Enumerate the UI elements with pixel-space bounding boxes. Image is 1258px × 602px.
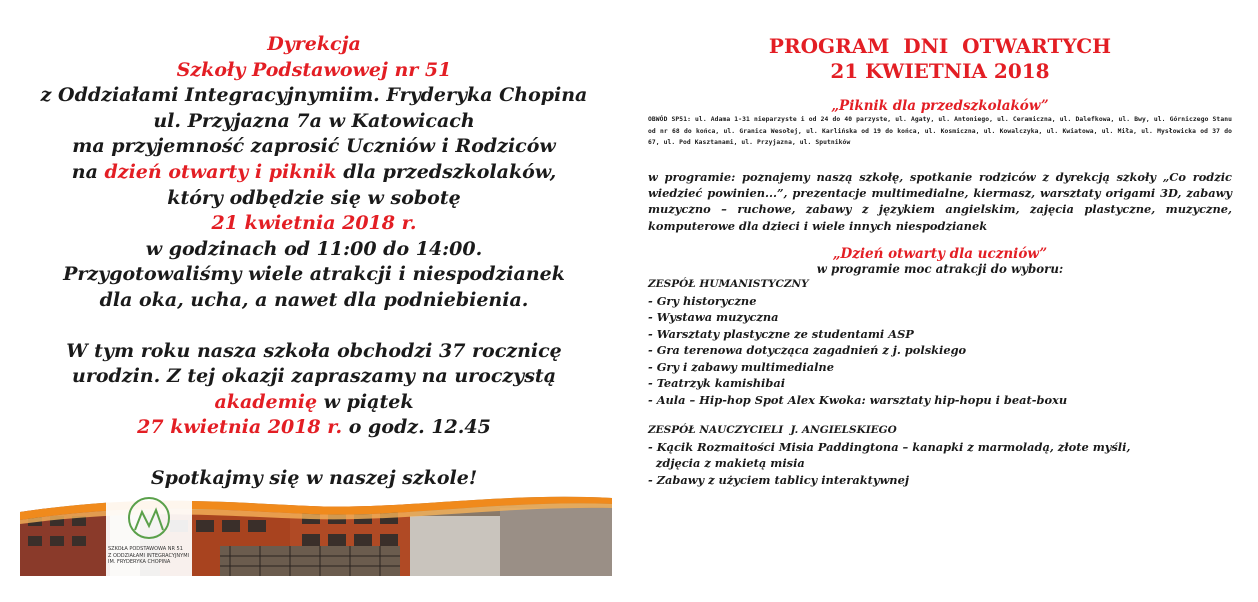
picnic-title: „Piknik dla przedszkolaków” (831, 98, 1049, 114)
invitation-line-4: ul. Przyjazna 7a w Katowicach (153, 109, 475, 132)
team1-list (648, 276, 1232, 408)
list-item: - Teatrzyk kamishibai (648, 376, 786, 391)
open-day-subtitle: w programie moc atrakcji do wyboru: (816, 262, 1064, 277)
invitation-hours: w godzinach od 11:00 do 14:00. (145, 237, 483, 260)
invitation-line-5: ma przyjemność zaprosić Uczniów i Rodziców (72, 135, 556, 158)
invitation-line-3: z Oddziałami Integracyjnymiim. Fryderyka Chopina (40, 84, 588, 107)
picnic-description: w programie: poznajemy naszą szkołę, spotkanie rodziców z dyrekcją szkoły „Co rodzic wiedzieć powinien...”, prezentacje multimedialne, kiermasz, warsztaty origami 3D, zabawy muzyczno – ruchowe, zabawy z językiem angielskim, zajęcia plastyczne, muzyczne, komputerowe dla dzieci i wiele innych niespodzianek (648, 169, 1232, 233)
district-streets: OBWÓD SP51: ul. Adama 1-31 nieparzyste i od 24 do 40 parzyste, ul. Agaty, ul. Antoniego, ul. Ceramiczna, ul. Dalefkowa, ul. Bwy, ul. Górniczego Stanu od nr 68 do końca, ul. Granica Wesołej, ul. Karlińska od 19 do końca, ul. Kosmiczna, ul. Kowalczyka, ul. Kwiatowa, ul. Miła, ul. Mysłowicka od 37 do 67, ul. Pod Kasztanami, ul. Przyjazna, ul. Sputników (648, 116, 1232, 146)
invitation-date: 21 kwietnia 2018 r. (211, 212, 417, 235)
program-title: PROGRAM DNI OTWARTYCH (768, 34, 1112, 58)
invitation-line-13: urodzin. Z tej okazji zapraszamy na uroczystą (72, 365, 556, 388)
invitation-closing: Spotkajmy się w naszej szkole! (150, 466, 478, 489)
program-panel (648, 34, 1232, 488)
line15-post: o godz. 12.45 (342, 416, 491, 439)
line14-highlight: akademię (214, 390, 318, 413)
invitation-line-6 (18, 160, 610, 186)
invitation-line-14 (18, 390, 610, 416)
invitation-line-10: Przygotowaliśmy wiele atrakcji i niespodzianek (63, 263, 565, 286)
logo-text-1: SZKOŁA PODSTAWOWA NR 51 (108, 546, 183, 552)
invitation-line-2: Szkoły Podstawowej nr 51 (176, 58, 452, 81)
list-item: - Aula – Hip-hop Spot Alex Kwoka: warsztaty hip-hopu i beat-boxu (648, 392, 1068, 407)
invitation-line-15 (18, 415, 610, 441)
invitation-line-1: Dyrekcja (267, 33, 361, 55)
list-item: - Gry i zabawy multimedialne (648, 359, 834, 374)
line15-highlight: 27 kwietnia 2018 r. (137, 416, 343, 439)
logo-text-2: Z ODDZIAŁAMI INTEGRACYJNYMI (108, 552, 190, 559)
invitation-line-7: który odbędzie się w sobotę (167, 186, 461, 209)
logo-caption (108, 546, 192, 566)
list-item: - Warsztaty plastyczne ze studentami ASP (648, 326, 914, 341)
team2-heading: ZESPÓŁ NAUCZYCIELI J. ANGIELSKIEGO (648, 424, 897, 437)
team2-list (648, 422, 1232, 488)
list-item: - Wystawa muzyczna (648, 310, 779, 325)
invitation-panel (18, 32, 610, 492)
list-item: - Gry historyczne (648, 293, 757, 308)
school-photo-banner (20, 490, 612, 576)
open-day-title: „Dzień otwarty dla uczniów” (832, 246, 1048, 263)
line6-pre: na (71, 160, 105, 183)
list-item: - Zabawy z użyciem tablicy interaktywnej (648, 472, 909, 487)
invitation-line-11: dla oka, ucha, a nawet dla podniebienia. (99, 288, 529, 311)
list-item: - Kącik Rozmaitości Misia Paddingtona – kanapki z marmoladą, złote myśli, (648, 439, 1131, 454)
line6-highlight: dzień otwarty i piknik (104, 160, 337, 183)
line6-post: dla przedszkolaków, (336, 160, 557, 183)
invitation-line-12: W tym roku nasza szkoła obchodzi 37 rocznicę (66, 339, 562, 362)
line14-post: w piątek (317, 390, 414, 413)
list-item: zdjęcia z makietą misia (648, 456, 805, 471)
logo-text-3: IM. FRYDERYKA CHOPINA (108, 559, 171, 565)
program-date: 21 KWIETNIA 2018 (830, 59, 1050, 83)
list-item: - Gra terenowa dotycząca zagadnień z j. polskiego (648, 343, 967, 358)
team1-heading: ZESPÓŁ HUMANISTYCZNY (648, 278, 809, 291)
